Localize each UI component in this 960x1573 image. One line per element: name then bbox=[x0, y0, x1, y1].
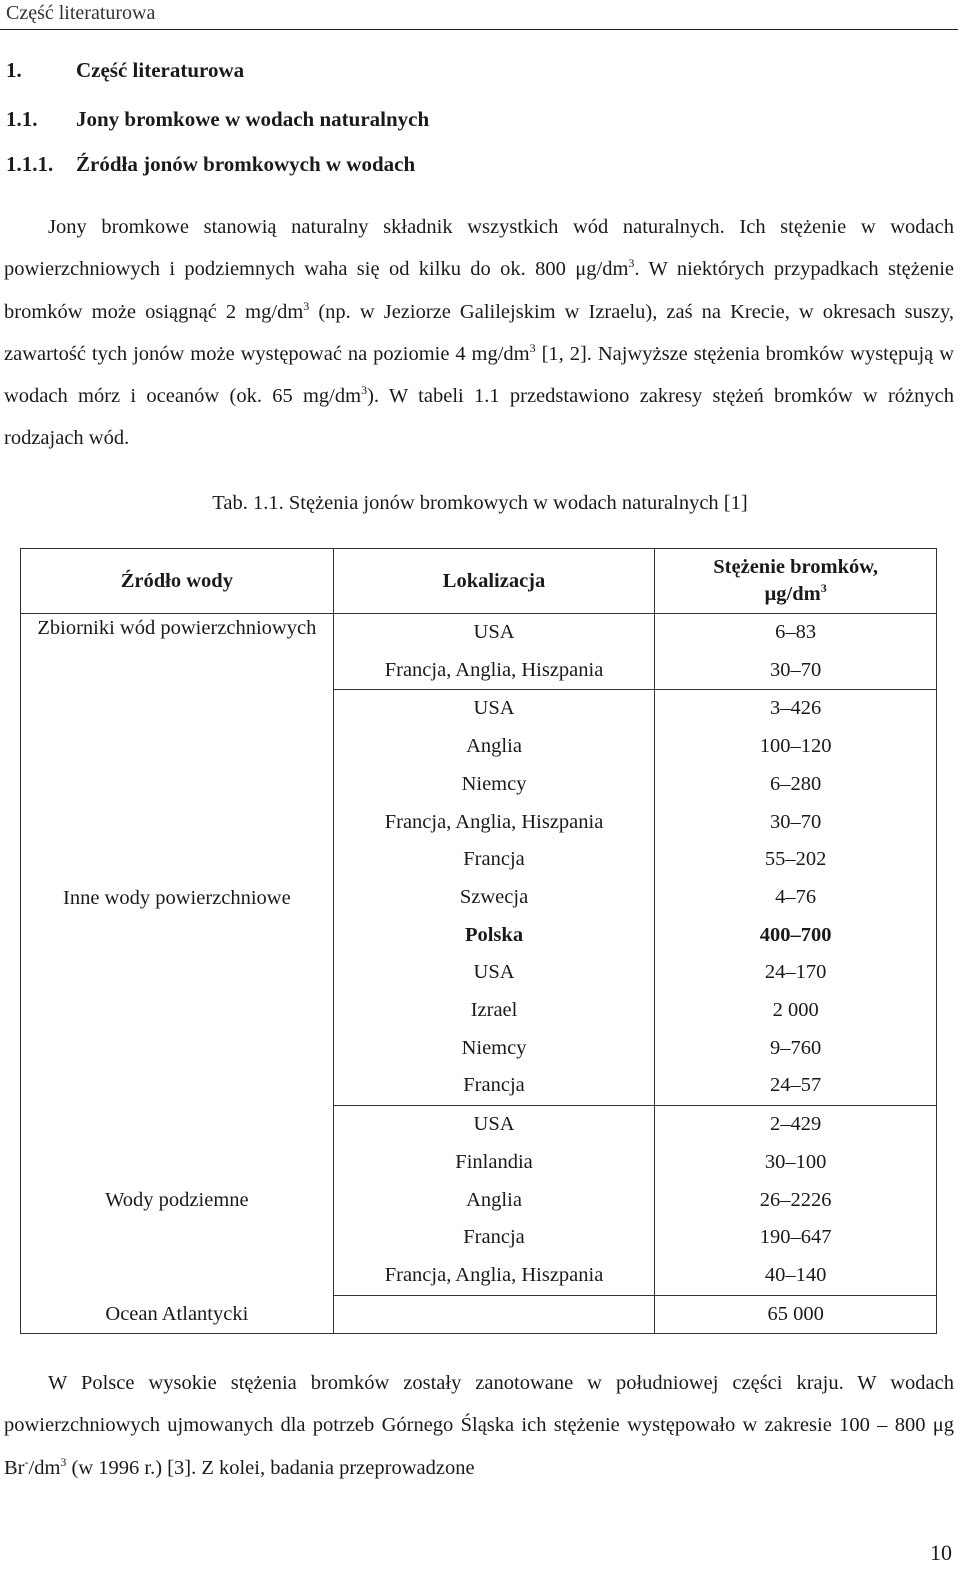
heading-number: 1. bbox=[6, 58, 22, 82]
cell-concentration: 30–100 bbox=[655, 1144, 937, 1182]
cell-concentration: 24–170 bbox=[655, 954, 937, 992]
cell-location: Anglia bbox=[333, 728, 655, 766]
table-caption: Tab. 1.1. Stężenia jonów bromkowych w wodach naturalnych [1] bbox=[212, 492, 748, 514]
cell-location: Izrael bbox=[333, 992, 655, 1030]
table-body bbox=[21, 614, 937, 1334]
heading-number: 1.1. bbox=[6, 107, 38, 131]
heading-1-1-1 bbox=[6, 152, 415, 177]
cell-concentration: 65 000 bbox=[655, 1295, 937, 1334]
cell-location: Francja bbox=[333, 1219, 655, 1257]
header-concentration: Stężenie bromków, $\mu g/dm^3$ bbox=[655, 549, 937, 614]
table-row bbox=[21, 614, 937, 652]
cell-location: Francja bbox=[333, 841, 655, 879]
cell-location: Anglia bbox=[333, 1182, 655, 1220]
heading-1-1 bbox=[6, 107, 429, 132]
cell-location bbox=[333, 1295, 655, 1334]
bromide-table bbox=[20, 548, 937, 1334]
table-row bbox=[21, 1295, 937, 1334]
cell-concentration: 4–76 bbox=[655, 879, 937, 917]
cell-location: USA bbox=[333, 1106, 655, 1144]
cell-location: Francja, Anglia, Hiszpania bbox=[333, 804, 655, 842]
cell-location: Francja bbox=[333, 1067, 655, 1105]
page-number: 10 bbox=[930, 1540, 952, 1565]
cell-concentration: 100–120 bbox=[655, 728, 937, 766]
cell-source: Ocean Atlantycki bbox=[21, 1295, 334, 1334]
heading-text: Jony bromkowe w wodach naturalnych bbox=[76, 107, 430, 131]
cell-concentration: 2–429 bbox=[655, 1106, 937, 1144]
cell-concentration: 3–426 bbox=[655, 690, 937, 728]
cell-concentration: 24–57 bbox=[655, 1067, 937, 1105]
cell-concentration: 55–202 bbox=[655, 841, 937, 879]
header-location: Lokalizacja bbox=[333, 549, 655, 614]
cell-location: USA bbox=[333, 614, 655, 652]
cell-concentration: 190–647 bbox=[655, 1219, 937, 1257]
heading-1 bbox=[6, 58, 244, 83]
cell-concentration: 26–2226 bbox=[655, 1182, 937, 1220]
cell-location: USA bbox=[333, 954, 655, 992]
cell-location: Szwecja bbox=[333, 879, 655, 917]
header-source: Źródło wody bbox=[21, 549, 334, 614]
cell-concentration: 6–83 bbox=[655, 614, 937, 652]
cell-concentration: 30–70 bbox=[655, 804, 937, 842]
cell-location: Finlandia bbox=[333, 1144, 655, 1182]
running-header: Część literaturowa bbox=[6, 2, 156, 24]
cell-concentration: 400–700 bbox=[655, 917, 937, 955]
cell-location: Francja, Anglia, Hiszpania bbox=[333, 1257, 655, 1295]
cell-concentration: 30–70 bbox=[655, 652, 937, 690]
heading-text: Źródła jonów bromkowych w wodach bbox=[76, 152, 416, 176]
paragraph-poland: W Polsce wysokie stężenia bromków zostały zanotowane w południowej części kraju. W wodach powierzchniowych ujmowanych dla potrzeb Górnego Śląska ich stężenie występowało w zakresie 100 – 800 μg $Br^-/dm^3$ (w 1996 r.) [3]. Z kolei, badania przeprowadzone bbox=[4, 1372, 954, 1479]
cell-concentration: 2 000 bbox=[655, 992, 937, 1030]
heading-text: Część literaturowa bbox=[76, 58, 245, 82]
cell-location: Polska bbox=[333, 917, 655, 955]
cell-concentration: 6–280 bbox=[655, 766, 937, 804]
cell-concentration: 40–140 bbox=[655, 1257, 937, 1295]
cell-location: Niemcy bbox=[333, 1030, 655, 1068]
table-row bbox=[21, 1106, 937, 1144]
cell-location: USA bbox=[333, 690, 655, 728]
table-header-row bbox=[21, 549, 937, 614]
paragraph-intro: Jony bromkowe stanowią naturalny składnik wszystkich wód naturalnych. Ich stężenie w wodach powierzchniowych i podziemnych waha się od kilku do ok. 800 $\mu g/dm^3$. W niektórych przypadkach stężenie bromków może osiągnąć 2 $mg/dm^3$ (np. w Jeziorze Galilejskim w Izraelu), zaś na Krecie, w okresach suszy, zawartość tych jonów może występować na poziomie 4 $mg/dm^3$ [1, 2]. Najwyższe stężenia bromków występują w wodach mórz i oceanów (ok. 65 $mg/dm^3$). W tabeli 1.1 przedstawiono zakresy stężeń bromków w różnych rodzajach wód. bbox=[4, 216, 955, 450]
header-rule bbox=[0, 29, 958, 30]
cell-source: Wody podziemne bbox=[21, 1106, 334, 1296]
cell-location: Niemcy bbox=[333, 766, 655, 804]
table-row bbox=[21, 690, 937, 728]
cell-concentration: 9–760 bbox=[655, 1030, 937, 1068]
cell-location: Francja, Anglia, Hiszpania bbox=[333, 652, 655, 690]
heading-number: 1.1.1. bbox=[6, 152, 54, 176]
cell-source: Inne wody powierzchniowe bbox=[21, 690, 334, 1106]
cell-source: Zbiorniki wód powierzchniowych bbox=[21, 614, 334, 690]
